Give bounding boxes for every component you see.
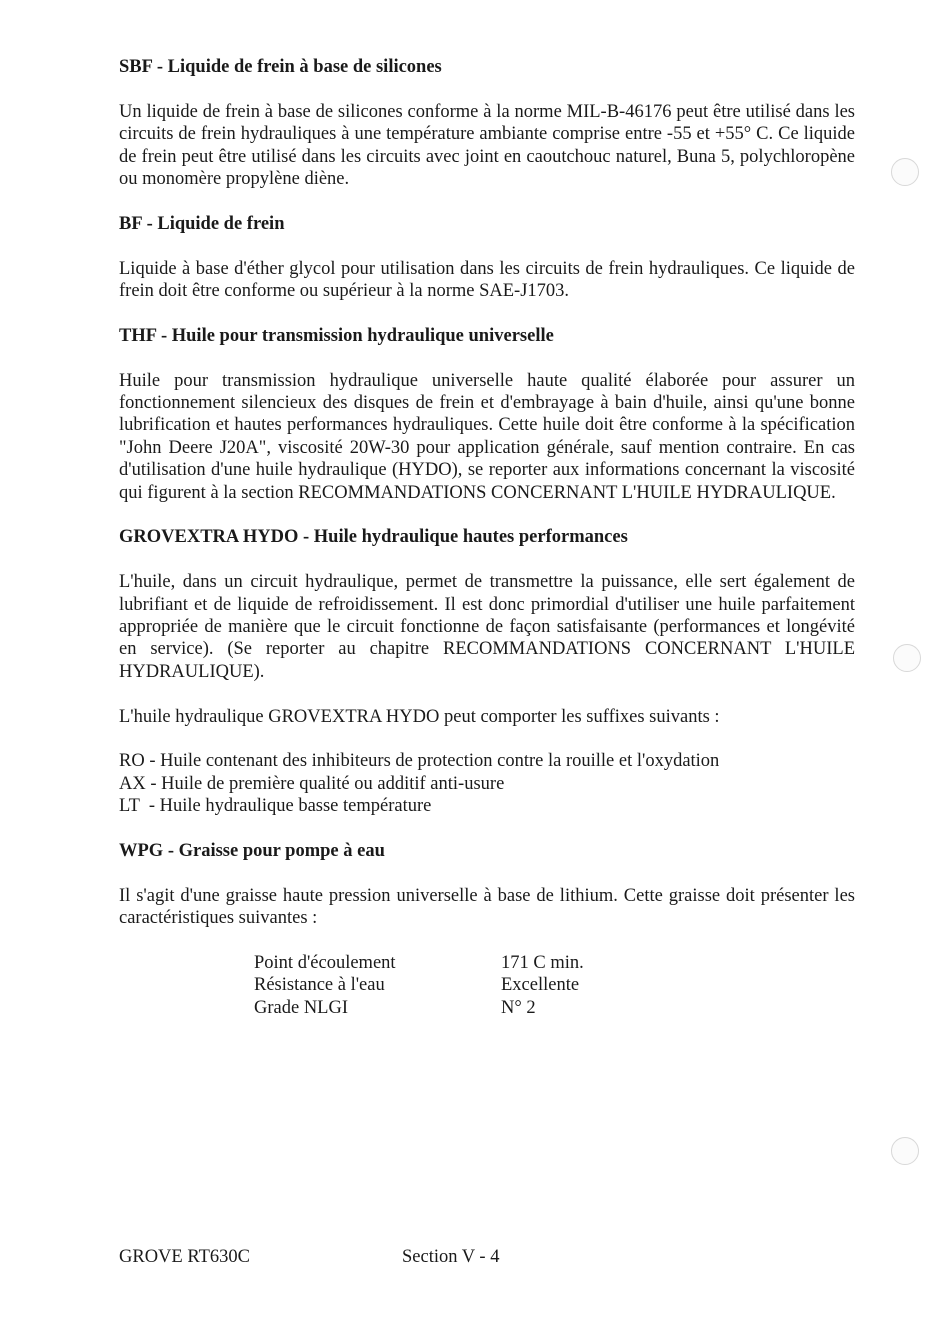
section-heading: WPG - Graisse pour pompe à eau (119, 841, 385, 862)
suffix-list (119, 750, 855, 817)
section-bf (119, 213, 855, 303)
spec-value: Excellente (501, 975, 580, 996)
specs-table (254, 952, 584, 1019)
section-heading: SBF - Liquide de frein à base de silicones (119, 57, 442, 77)
footer-page-number: Section V - 4 (402, 1247, 500, 1267)
spec-property: Point d'écoulement (254, 953, 396, 974)
specs-row (254, 997, 584, 1019)
section-paragraph: Huile pour transmission hydraulique universelle haute qualité élaborée pour assurer un fonctionnement silencieux des disques de frein et d'embrayage à bain d'huile, ainsi qu'une bonne lubrification et hautes performances hydrauliques. Cette huile doit être conforme à la spécification "John Deere J20A", viscosité 20W-30 pour application générale, sauf mention contraire. En cas d'utilisation d'une huile hydraulique (HYDO), se reporter aux informations concernant la viscosité qui figurent à la section RECOMMANDATIONS CONCERNANT L'HUILE HYDRAULIQUE. (119, 370, 855, 503)
section-paragraph: Il s'agit d'une graisse haute pression universelle à base de lithium. Cette graisse doit présenter les caractéristiques suivantes : (119, 885, 855, 929)
section-heading: GROVEXTRA HYDO - Huile hydraulique hautes performances (119, 527, 628, 548)
spec-value: 171 C min. (501, 953, 584, 974)
section-heading: BF - Liquide de frein (119, 213, 285, 234)
specs-row (254, 974, 584, 996)
specs-row (254, 952, 584, 974)
section-paragraph: Un liquide de frein à base de silicones conforme à la norme MIL-B-46176 peut être utilisé dans les circuits de frein hydrauliques à une température ambiante comprise entre -55 et +55° C. Ce liquide de frein peut être utilisé dans les circuits avec joint en caoutchouc naturel, Buna 5, polychloropène ou monomère propylène diène. (119, 101, 855, 190)
section-paragraph: L'huile hydraulique GROVEXTRA HYDO peut comporter les suffixes suivants : (119, 706, 720, 727)
section-paragraph: L'huile, dans un circuit hydraulique, permet de transmettre la puissance, elle sert également de lubrifiant et de liquide de refroidissement. Il est donc primordial d'utiliser une huile parfaitement appropriée de manière que le circuit fonctionne de façon satisfaisante (performances et longévité en service). (Se reporter au chapitre RECOMMANDATIONS CONCERNANT L'HUILE HYDRAULIQUE). (119, 572, 855, 682)
suffix-item: LT - Huile hydraulique basse température (119, 796, 432, 817)
punch-hole-icon (893, 644, 921, 672)
spec-property: Grade NLGI (254, 997, 348, 1018)
spec-value: N° 2 (501, 997, 536, 1018)
punch-hole-icon (891, 1137, 919, 1165)
section-grovextra-hydo (119, 526, 855, 817)
spec-property: Résistance à l'eau (254, 975, 385, 996)
suffix-item: AX - Huile de première qualité ou additif anti-usure (119, 773, 505, 794)
section-paragraph: Liquide à base d'éther glycol pour utilisation dans les circuits de frein hydrauliques. Ce liquide de frein doit être conforme ou supérieur à la norme SAE-J1703. (119, 258, 855, 302)
punch-hole-icon (891, 158, 919, 186)
footer-model: GROVE RT630C (119, 1247, 250, 1267)
section-thf (119, 325, 855, 504)
page-body (119, 56, 855, 1019)
suffix-item: RO - Huile contenant des inhibiteurs de protection contre la rouille et l'oxydation (119, 751, 720, 772)
section-wpg (119, 840, 855, 1019)
section-sbf (119, 56, 855, 190)
section-heading: THF - Huile pour transmission hydraulique universelle (119, 325, 554, 346)
